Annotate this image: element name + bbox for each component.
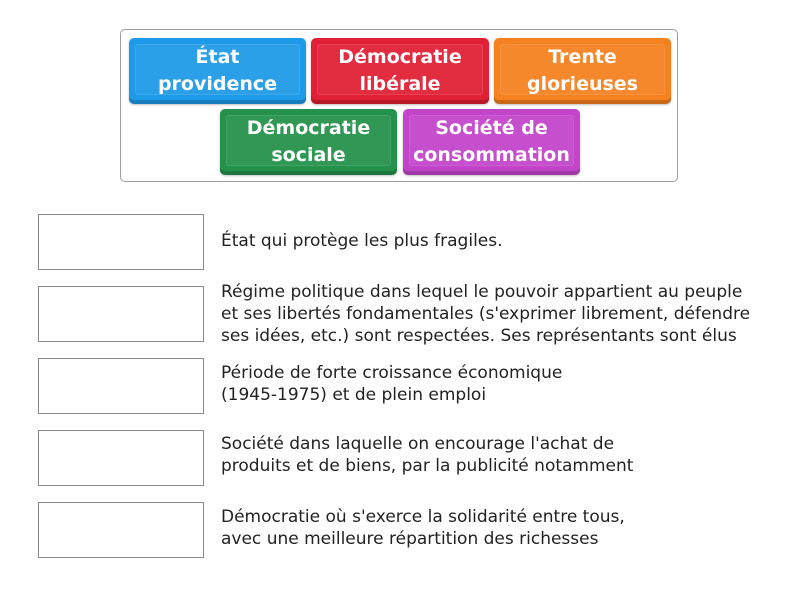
answer-slot-4[interactable] bbox=[38, 430, 204, 486]
definition-4 bbox=[221, 433, 633, 477]
definition-2 bbox=[221, 281, 750, 347]
answer-slot-2[interactable] bbox=[38, 286, 204, 342]
definition-line: Démocratie où s'exerce la solidarité entre tous, bbox=[221, 507, 625, 527]
answer-slot-5[interactable] bbox=[38, 502, 204, 558]
word-bank bbox=[120, 29, 678, 182]
tile-label: Démocratie libérale bbox=[338, 46, 462, 95]
tile-label: Trente glorieuses bbox=[527, 46, 638, 95]
tile-democratie-liberale[interactable] bbox=[311, 38, 489, 104]
definition-line: Période de forte croissance économique bbox=[221, 363, 563, 383]
definition-line: ses idées, etc.) sont respectées. Ses représentants sont élus bbox=[221, 326, 737, 346]
definition-1 bbox=[221, 230, 503, 252]
definition-3 bbox=[221, 362, 562, 406]
tile-societe-de-consommation[interactable] bbox=[403, 109, 580, 175]
tile-democratie-sociale[interactable] bbox=[220, 109, 397, 175]
tile-trente-glorieuses[interactable] bbox=[494, 38, 671, 104]
tile-label: Société de consommation bbox=[413, 117, 570, 166]
answer-slot-1[interactable] bbox=[38, 214, 204, 270]
definition-line: avec une meilleure répartition des richesses bbox=[221, 529, 599, 549]
definition-line: État qui protège les plus fragiles. bbox=[221, 231, 503, 251]
definition-5 bbox=[221, 506, 625, 550]
definition-line: Régime politique dans lequel le pouvoir appartient au peuple bbox=[221, 282, 743, 302]
tile-label: État providence bbox=[157, 46, 278, 95]
definition-line: et ses libertés fondamentales (s'exprimer librement, défendre bbox=[221, 304, 751, 324]
definition-line: produits et de biens, par la publicité notamment bbox=[221, 456, 634, 476]
definition-line: Société dans laquelle on encourage l'achat de bbox=[221, 434, 615, 454]
tile-label: Démocratie sociale bbox=[246, 117, 371, 166]
tile-etat-providence[interactable] bbox=[129, 38, 306, 104]
definition-line: (1945-1975) et de plein emploi bbox=[221, 385, 487, 405]
answer-slot-3[interactable] bbox=[38, 358, 204, 414]
